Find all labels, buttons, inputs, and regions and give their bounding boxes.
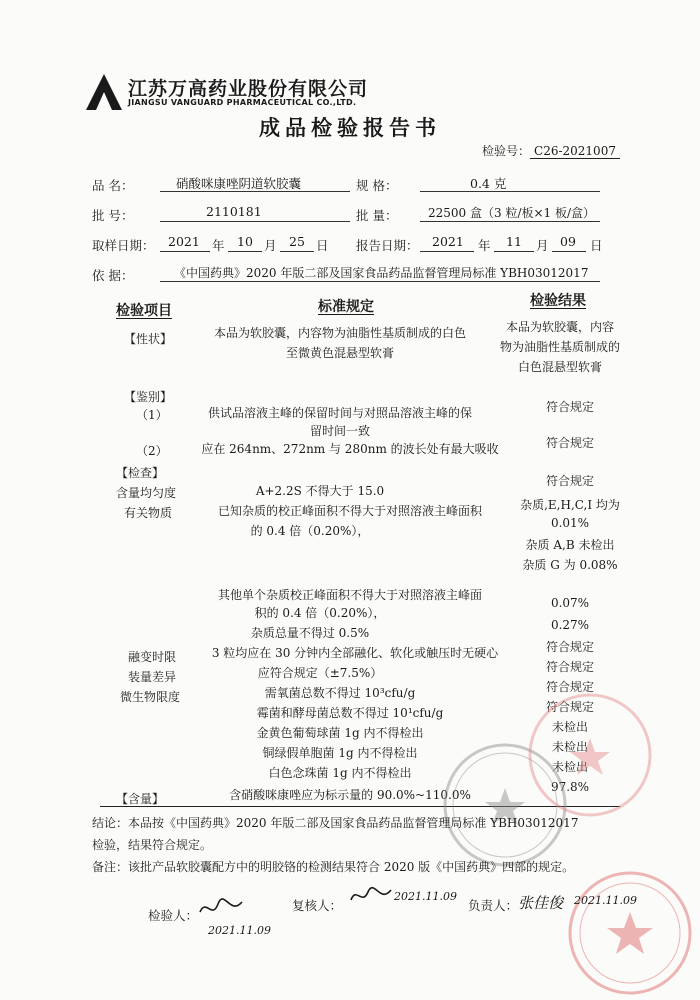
sample-month-unit: 月 [264, 238, 277, 253]
remark: 备注：该批产品软胶囊配方中的明胶铬的检测结果符合 2020 版《中国药典》四部的规定。 [92, 860, 575, 874]
report-year: 2021 [432, 234, 464, 249]
reviewer-date: 2021.11.09 [394, 890, 457, 903]
batch-label: 批 号： [92, 208, 134, 223]
rb-item: 融变时限 [128, 650, 177, 664]
quality-dept-seal-stamp [565, 868, 695, 998]
ws3-result: 未检出 [551, 720, 588, 734]
ws4-result: 未检出 [551, 740, 588, 754]
qt-std-2: 积的 0.4 倍（0.20%）， [254, 606, 386, 620]
hlg-result: 97.8% [550, 780, 590, 794]
jb2-result: 符合规定 [545, 436, 594, 450]
section-jiancha: 【检查】 [116, 466, 165, 480]
yg-item: 有关物质 [124, 506, 173, 520]
yg-res-1: 杂质,E,H,C,I 均为 [520, 498, 620, 512]
sample-day: 25 [289, 234, 305, 249]
xz-res-2: 物为油脂性基质制成的 [499, 340, 620, 354]
xz-res-3: 白色混悬型软膏 [517, 360, 602, 374]
jb2-number: （2） [136, 444, 168, 458]
qc-seal-stamp [525, 690, 655, 820]
sample-year: 2021 [168, 234, 200, 249]
qt-result: 0.07% [550, 596, 590, 610]
conclusion-line-1: 结论：本品按《中国药典》2020 年版二部及国家食品药品监督管理局标准 YBH03012017 [92, 816, 579, 830]
zc-result: 符合规定 [545, 660, 594, 674]
zc-item: 装量差异 [128, 670, 177, 684]
ws4-std: 铜绿假单胞菌 1g 内不得检出 [262, 746, 418, 760]
inspector-label: 检验人： [148, 908, 199, 923]
jb1-std-2: 留时间一致 [309, 424, 370, 438]
hl-std: A+2.2S 不得大于 15.0 [255, 484, 385, 498]
page-title: 成品检验报告书 [259, 115, 441, 140]
company-logo-icon [82, 70, 126, 114]
yg-res-3: 杂质 A,B 未检出 [525, 538, 615, 552]
col-header-result: 检验结果 [530, 293, 586, 309]
ws-item: 微生物限度 [120, 690, 181, 704]
company-name-cn: 江苏万高药业股份有限公司 [128, 78, 369, 100]
ws5-result: 未检出 [551, 760, 588, 774]
spec-label: 规 格： [356, 178, 398, 193]
quantity-label: 批 量： [356, 208, 398, 223]
sample-month: 10 [237, 234, 253, 249]
company-name-en: JIANGSU VANGUARD PHARMACEUTICAL CO.,LTD. [128, 98, 357, 107]
jb2-std: 应在 264nm、272nm 与 280nm 的波长处有最大吸收 [201, 442, 499, 456]
name-label: 品 名： [92, 178, 134, 193]
ws5-std: 白色念珠菌 1g 内不得检出 [268, 766, 412, 780]
xz-res-1: 本品为软胶囊，内容 [505, 320, 614, 334]
report-number [482, 142, 620, 159]
basis-label: 依 据： [92, 268, 134, 283]
rb-result: 符合规定 [545, 640, 594, 654]
hlg-std: 含硝酸咪康唑应为标示量的 90.0%~110.0% [229, 788, 471, 802]
sample-date-label: 取样日期： [92, 238, 155, 253]
zl-std: 杂质总量不得过 0.5% [250, 626, 370, 640]
jb1-number: （1） [136, 408, 168, 422]
quantity-value: 22500 盒（3 粒/板×1 板/盒） [428, 206, 596, 220]
sample-day-unit: 日 [316, 238, 329, 253]
manager-date: 2021.11.09 [574, 894, 637, 907]
zc-std: 应符合规定（±7.5%） [257, 666, 383, 680]
ws3-std: 金黄色葡萄球菌 1g 内不得检出 [256, 726, 424, 740]
jb1-result: 符合规定 [545, 400, 594, 414]
report-day: 09 [560, 234, 576, 249]
ws1-std: 需氧菌总数不得过 10³cfu/g [264, 686, 416, 700]
report-year-unit: 年 [478, 238, 491, 253]
section-jianbie: 【鉴别】 [124, 390, 173, 404]
xz-std-1: 本品为软胶囊，内容物为油脂性基质制成的白色 [213, 326, 466, 340]
yg-std-1: 已知杂质的校正峰面积不得大于对照溶液主峰面积 [217, 504, 482, 518]
col-header-item: 检验项目 [116, 303, 172, 319]
hl-result: 符合规定 [545, 474, 594, 488]
zl-result: 0.27% [550, 618, 590, 632]
ws2-result: 符合规定 [545, 700, 594, 714]
section-hanliang: 【含量】 [116, 792, 165, 806]
sample-year-unit: 年 [212, 238, 225, 253]
rb-std: 3 粒均应在 30 分钟内全部融化、软化或触压时无硬心 [211, 646, 499, 660]
yg-res-4: 杂质 G 为 0.08% [522, 558, 618, 572]
yg-std-2: 的 0.4 倍（0.20%）， [250, 524, 370, 538]
report-number-value: C26-2021007 [530, 144, 620, 159]
report-month: 11 [506, 234, 522, 249]
ws1-result: 符合规定 [545, 680, 594, 694]
qt-std-1: 其他单个杂质校正峰面积不得大于对照溶液主峰面 [217, 588, 482, 602]
jb1-std-1: 供试品溶液主峰的保留时间与对照品溶液主峰的保 [207, 406, 472, 420]
spec-value: 0.4 克 [470, 176, 507, 191]
report-date-label: 报告日期： [356, 238, 419, 253]
xz-std-2: 至微黄色混悬型软膏 [285, 346, 394, 360]
conclusion-line-2: 检验，结果符合规定。 [92, 838, 213, 852]
manager-label: 负责人： [468, 898, 519, 913]
report-month-unit: 月 [536, 238, 549, 253]
section-xingzhuang: 【性状】 [124, 332, 173, 346]
inspector-date: 2021.11.09 [208, 924, 271, 937]
yg-res-2: 0.01% [550, 516, 590, 530]
col-header-standard: 标准规定 [318, 299, 374, 315]
report-day-unit: 日 [590, 238, 603, 253]
inspector-signature [196, 894, 246, 924]
manager-signature: 张佳俊 [518, 894, 564, 912]
ws2-std: 霉菌和酵母菌总数不得过 10¹cfu/g [256, 706, 444, 720]
reviewer-signature [348, 884, 394, 910]
hl-item: 含量均匀度 [116, 486, 177, 500]
product-name: 硝酸咪康唑阴道软胶囊 [176, 176, 302, 191]
report-number-label: 检验号： [482, 144, 531, 158]
reviewer-label: 复核人： [292, 898, 343, 913]
basis-value: 《中国药典》2020 年版二部及国家食品药品监督管理局标准 YBH03012017 [174, 266, 589, 280]
batch-number: 2110181 [206, 204, 262, 219]
